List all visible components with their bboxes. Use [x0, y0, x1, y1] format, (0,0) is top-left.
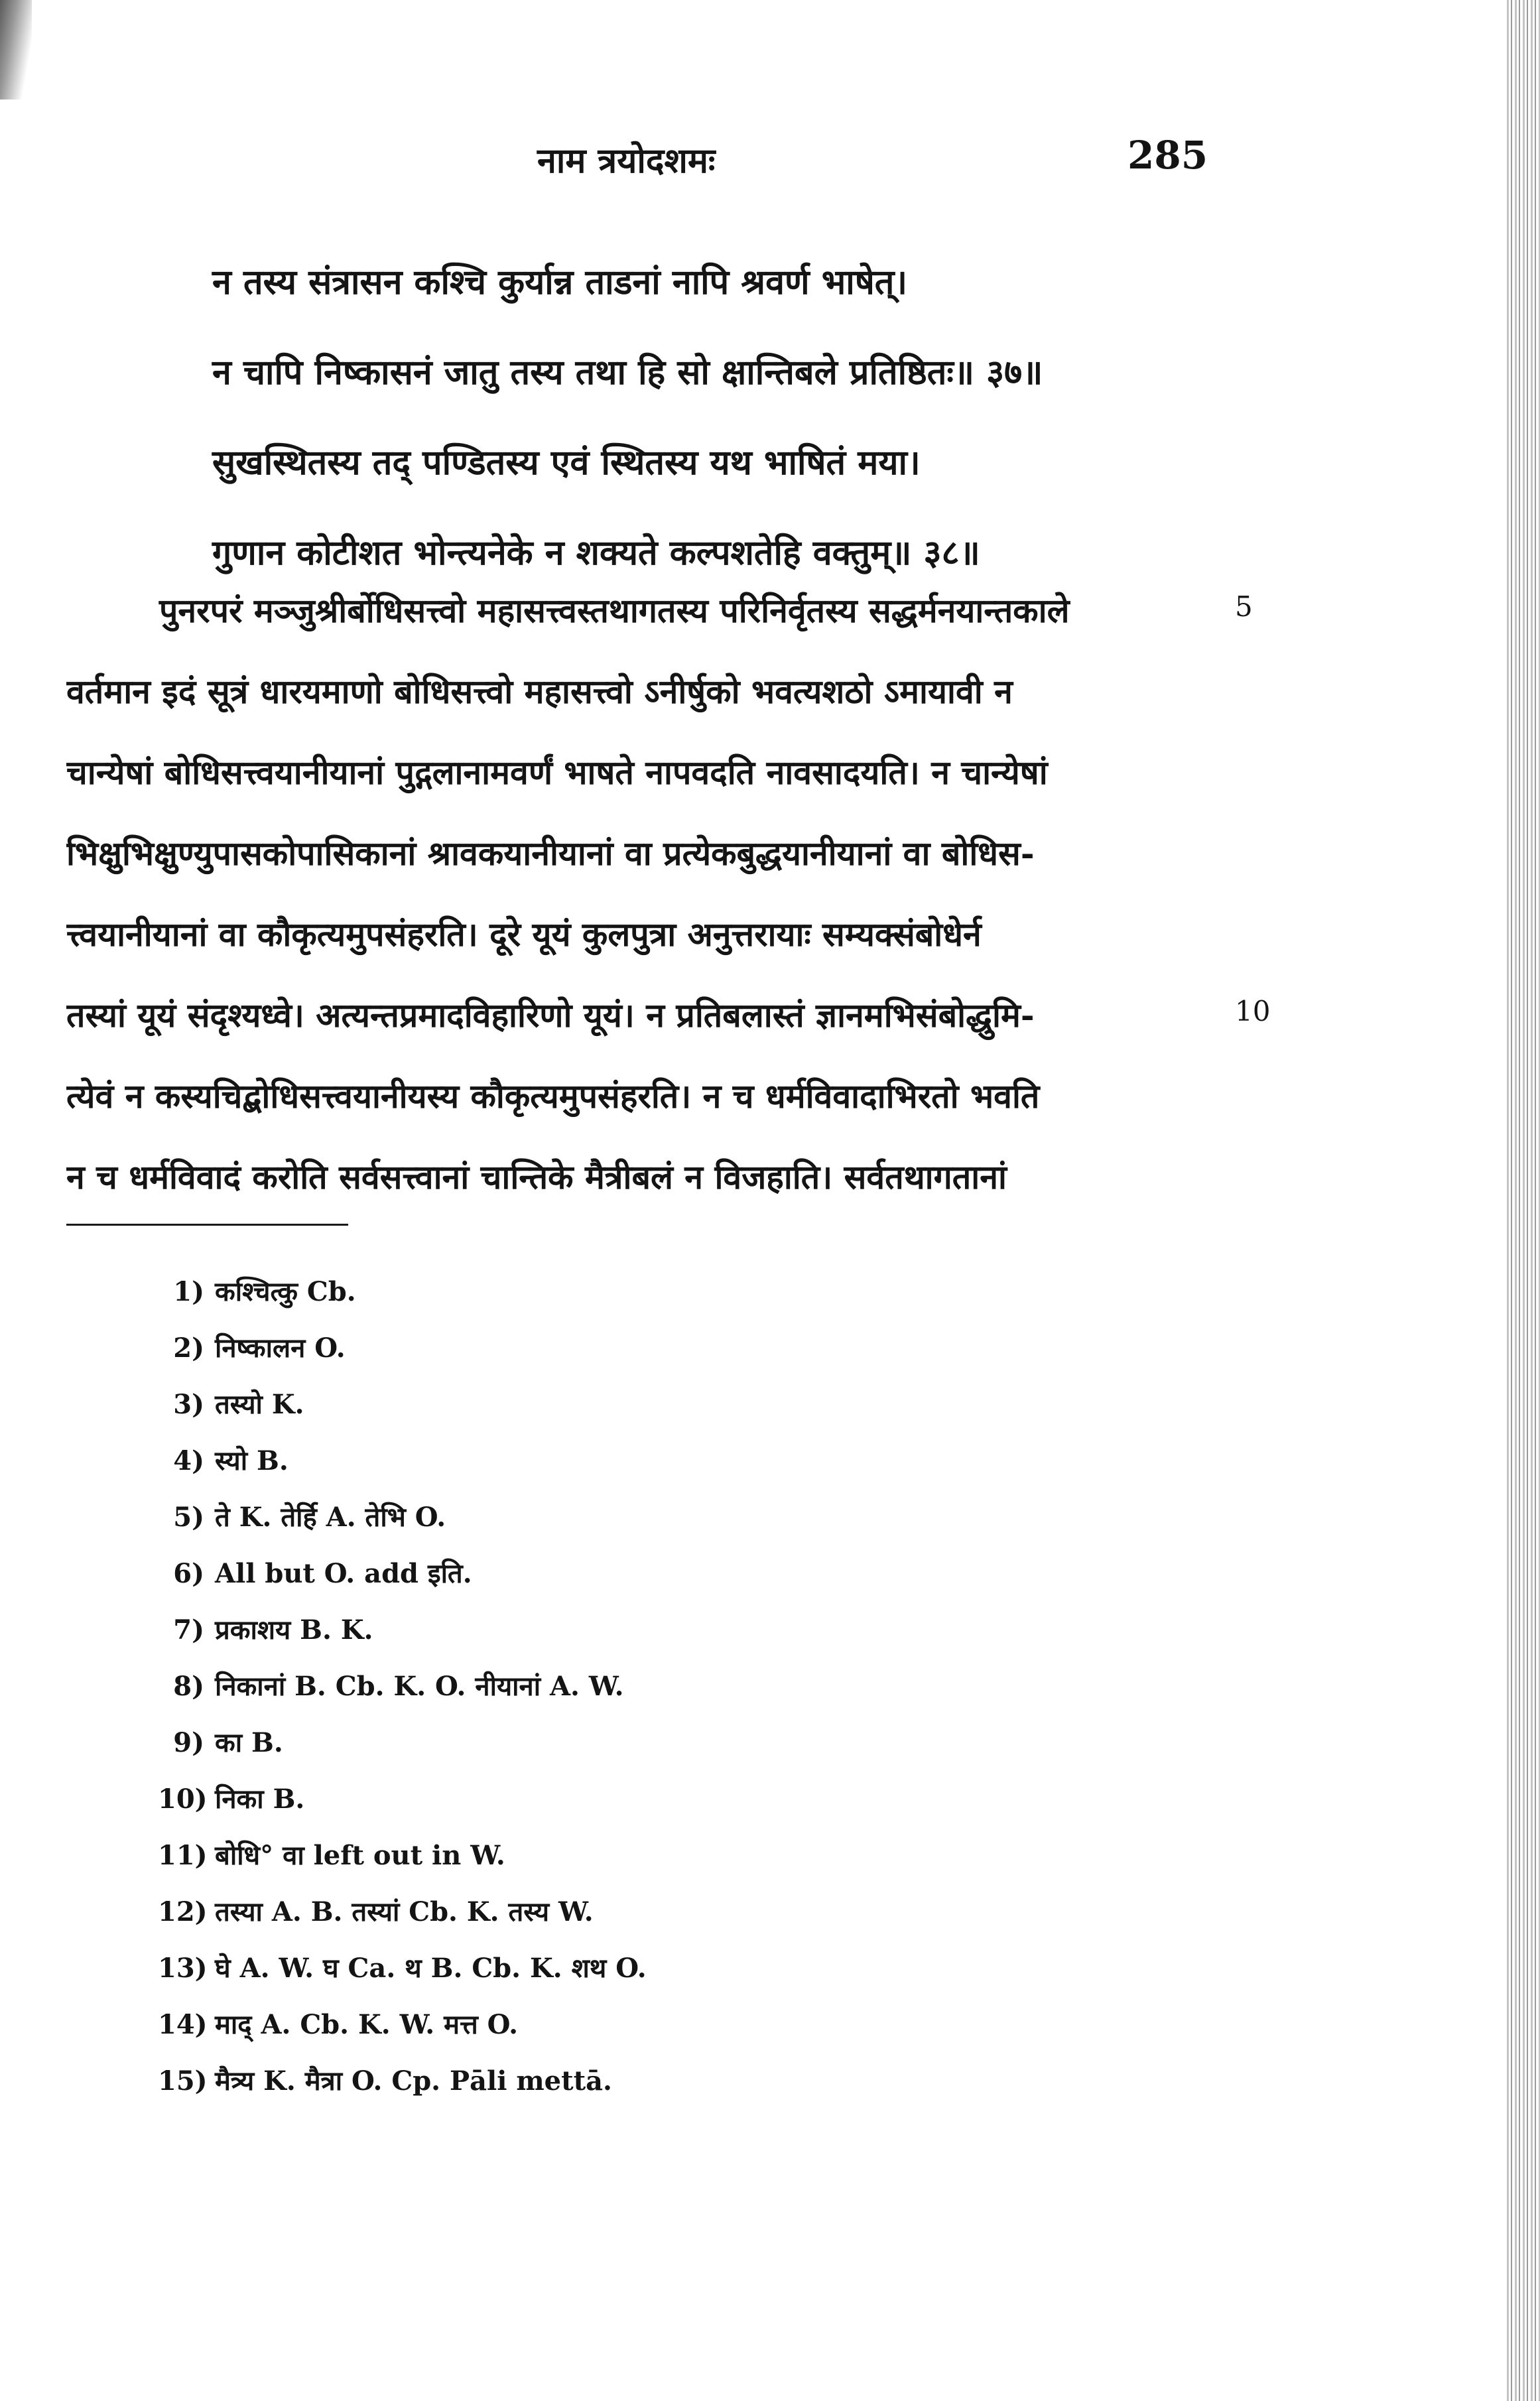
footnote-rule — [66, 1224, 348, 1226]
footnote-number: 9) — [173, 1727, 204, 1758]
footnote-text: का B. — [215, 1727, 283, 1758]
footnote-number: 6) — [173, 1558, 204, 1589]
footnote-number: 11) — [158, 1840, 208, 1871]
footnote-text: तस्या A. B. तस्यां Cb. K. तस्य W. — [215, 1896, 594, 1927]
footnote-number: 5) — [173, 1502, 204, 1533]
verse-line: गुणान कोटीशत भोन्त्यनेके न शक्यते कल्पशतेहि वक्तुम्॥ ३८॥ — [212, 533, 980, 573]
margin-line-number: 10 — [1235, 995, 1271, 1027]
scan-corner-shadow — [0, 0, 32, 99]
page-number: 285 — [1127, 133, 1208, 178]
footnote — [158, 1827, 1020, 1884]
verse-line: न तस्य संत्रासन कश्चि कुर्यान्न ताडनां नापि श्रवर्ण भाषेत्। — [212, 262, 908, 302]
footnote-number: 12) — [158, 1896, 208, 1927]
footnote-number: 1) — [173, 1276, 204, 1307]
footnote — [158, 1320, 1020, 1376]
prose-line: पुनरपरं मञ्जुश्रीर्बोधिसत्त्वो महासत्त्वस्तथागतस्य परिनिर्वृतस्य सद्धर्मनयान्तकाले — [159, 591, 1070, 630]
footnote — [158, 1489, 1020, 1545]
footnotes — [158, 1264, 1020, 2109]
footnote-text: मैत्र्य K. मैत्रा O. Cp. Pāli mettā. — [215, 2065, 612, 2097]
prose-line: त्त्वयानीयानां वा कौकृत्यमुपसंहरति। दूरे यूयं कुलपुत्रा अनुत्तरायाः सम्यक्संबोधेर्न — [66, 915, 982, 954]
footnote-text: स्यो B. — [215, 1445, 289, 1476]
verse-block — [212, 237, 1273, 598]
footnote — [158, 1940, 1020, 1996]
footnote-text: माद् A. Cb. K. W. मत्त O. — [215, 2009, 519, 2040]
footnote — [158, 1658, 1020, 1715]
footnote-text: कश्चित्कु Cb. — [215, 1276, 356, 1307]
footnote — [158, 1545, 1020, 1602]
footnote-number: 3) — [173, 1389, 204, 1420]
prose-block — [66, 570, 1207, 1218]
footnote-number: 7) — [173, 1614, 204, 1646]
footnote-text: तस्यो K. — [215, 1389, 304, 1420]
footnote — [158, 1376, 1020, 1433]
prose-line: वर्तमान इदं सूत्रं धारयमाणो बोधिसत्त्वो महासत्त्वो ऽनीर्षुको भवत्यशठो ऽमायावी न — [66, 672, 1013, 711]
prose-line: न च धर्मविवादं करोति सर्वसत्त्वानां चान्तिके मैत्रीबलं न विजहाति। सर्वतथागतानां — [66, 1157, 1007, 1197]
footnote-text: निका B. — [215, 1784, 305, 1815]
footnote — [158, 1884, 1020, 1940]
prose-line: भिक्षुभिक्षुण्युपासकोपासिकानां श्रावकयानीयानां वा प्रत्येकबुद्धयानीयानां वा बोधिस- — [66, 834, 1035, 873]
scan-page-edge — [1507, 0, 1540, 2401]
footnote — [158, 1264, 1020, 1320]
footnote-text: प्रकाशय B. K. — [215, 1614, 373, 1646]
verse-line: सुखस्थितस्य तद् पण्डितस्य एवं स्थितस्य यथ भाषितं मया। — [212, 442, 921, 483]
footnote-text: बोधि° वा left out in W. — [215, 1840, 505, 1871]
prose-line: चान्येषां बोधिसत्त्वयानीयानां पुद्गलानामवर्णं भाषते नापवदति नावसादयति। न चान्येषां — [66, 753, 1048, 792]
margin-line-number: 5 — [1235, 590, 1253, 623]
footnote — [158, 1602, 1020, 1658]
prose-line: त्येवं न कस्यचिद्बोधिसत्त्वयानीयस्य कौकृत्यमुपसंहरति। न च धर्मविवादाभिरतो भवति — [66, 1076, 1040, 1116]
footnote-number: 15) — [158, 2065, 208, 2097]
prose-line: तस्यां यूयं संदृश्यध्वे। अत्यन्तप्रमादविहारिणो यूयं। न प्रतिबलास्तं ज्ञानमभिसंबोद्धुमि- — [66, 996, 1035, 1035]
footnote-number: 8) — [173, 1671, 204, 1702]
footnote-text: निकानां B. Cb. K. O. नीयानां A. W. — [215, 1671, 624, 1702]
footnote — [158, 1715, 1020, 1771]
footnote — [158, 1996, 1020, 2053]
footnote-number: 14) — [158, 2009, 208, 2040]
footnote-number: 13) — [158, 1953, 208, 1984]
footnote — [158, 2053, 1020, 2109]
verse-line: न चापि निष्कासनं जातु तस्य तथा हि सो क्षान्तिबले प्रतिष्ठितः॥ ३७॥ — [212, 352, 1043, 393]
footnote — [158, 1433, 1020, 1489]
footnote-text: घे A. W. घ Ca. थ B. Cb. K. शथ O. — [215, 1953, 647, 1984]
footnote-text: All but O. add इति. — [215, 1558, 472, 1589]
footnote — [158, 1771, 1020, 1827]
footnote-number: 4) — [173, 1445, 204, 1476]
footnote-number: 10) — [158, 1784, 208, 1815]
footnote-text: निष्कालन O. — [215, 1332, 346, 1364]
running-title: नाम त्रयोदशमः — [537, 141, 716, 181]
footnote-text: ते K. तेर्हि A. तेभि O. — [215, 1502, 446, 1533]
footnote-number: 2) — [173, 1332, 204, 1364]
